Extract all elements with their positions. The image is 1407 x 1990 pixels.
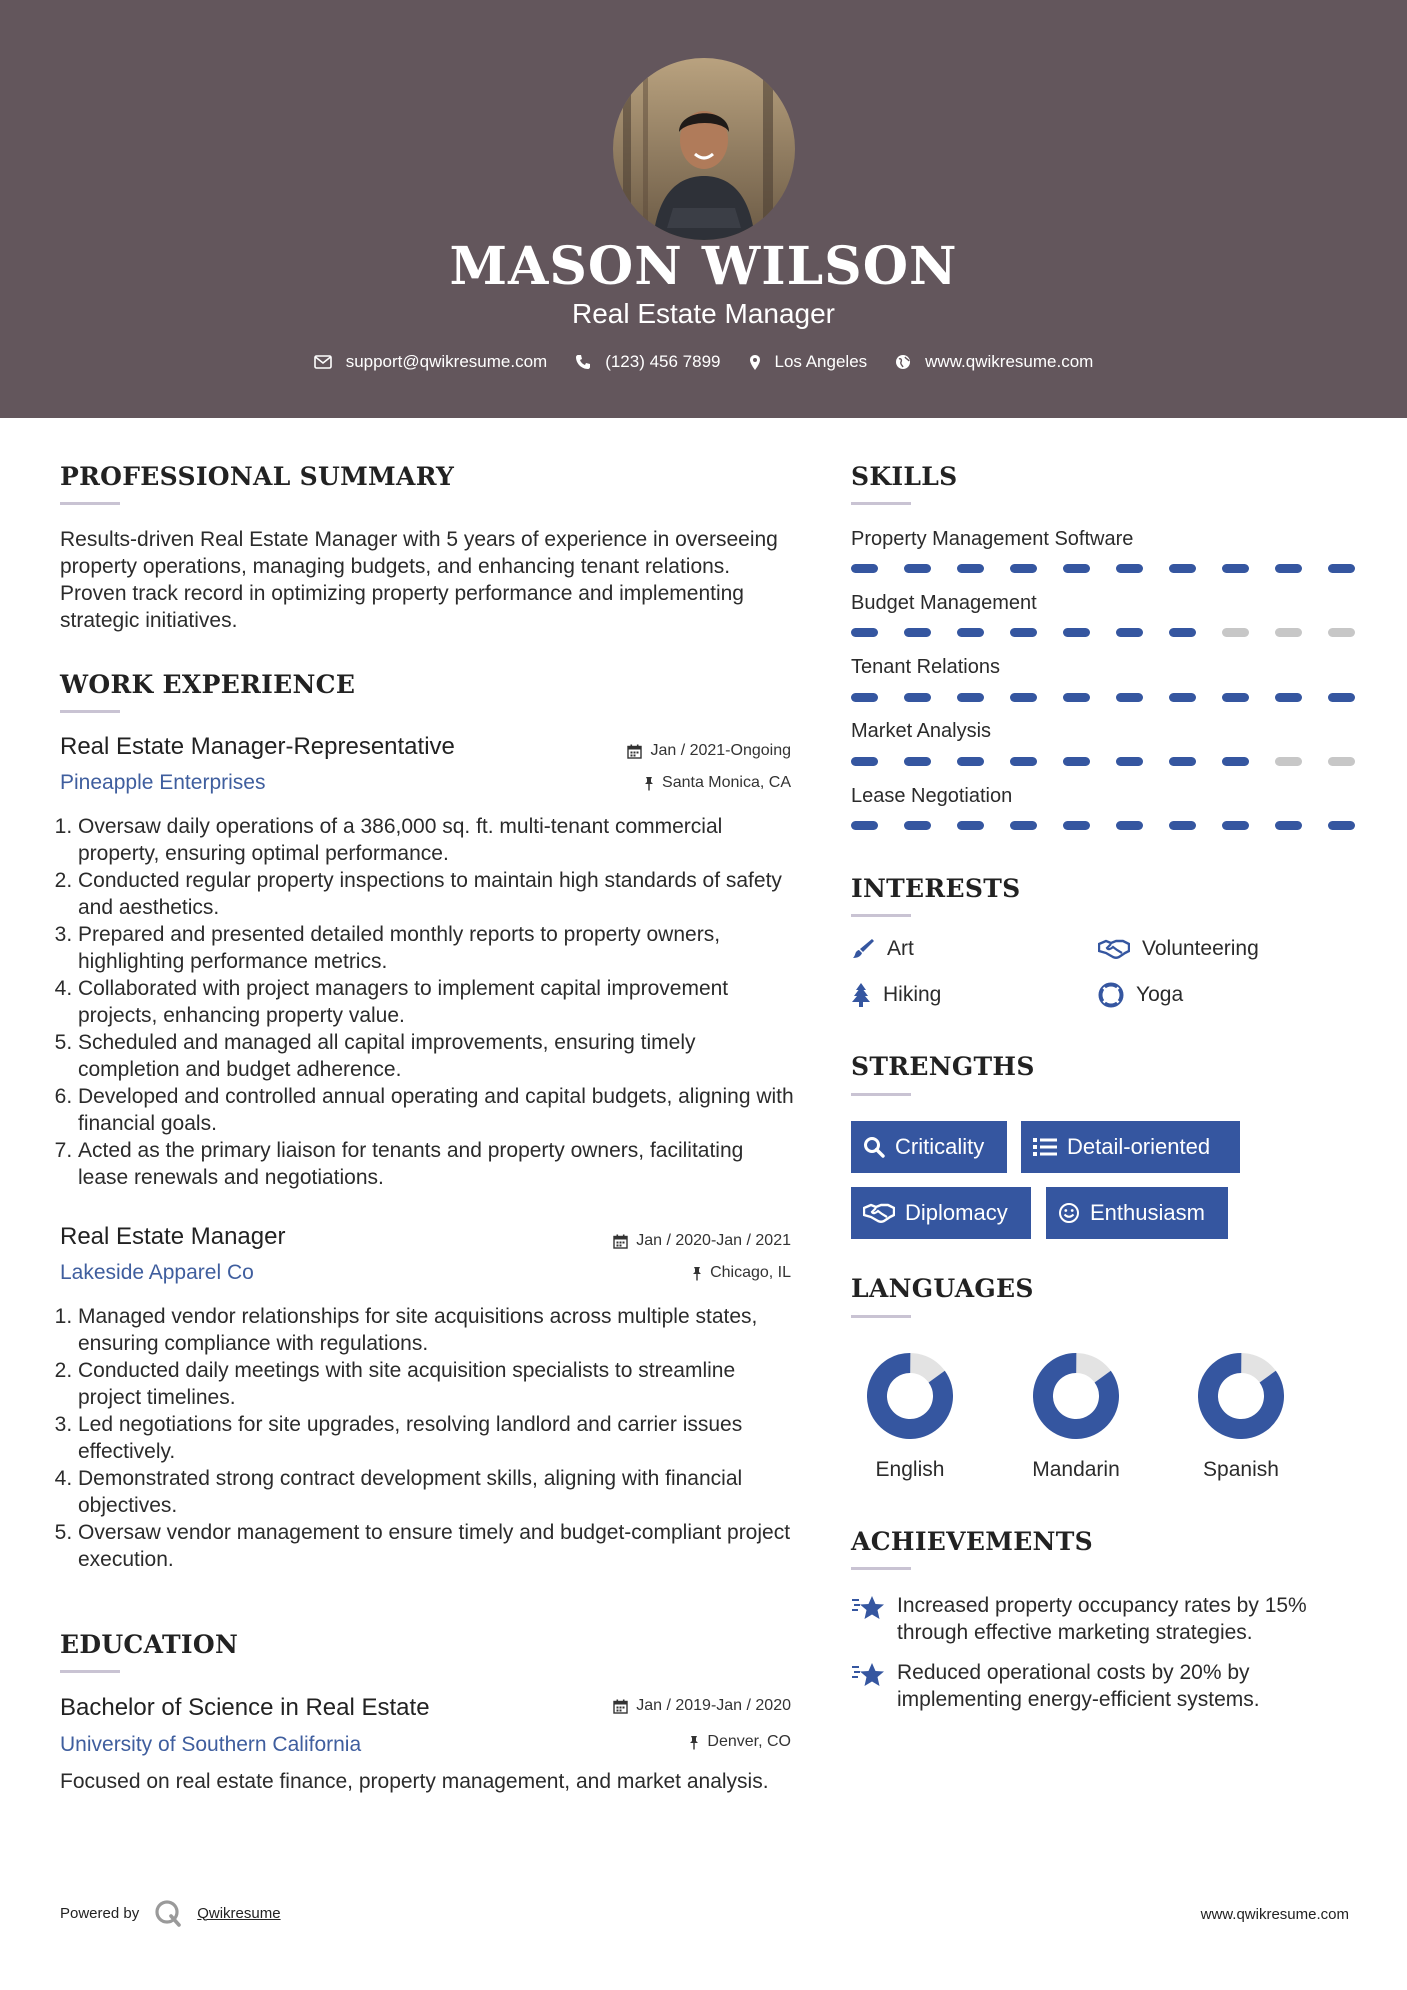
pushpin-icon	[644, 776, 654, 791]
skill-dot-filled	[904, 693, 931, 702]
experience-heading-rule	[60, 710, 120, 713]
skill-dot-filled	[957, 564, 984, 573]
skill-dot-filled	[957, 628, 984, 637]
achievement-item	[851, 1592, 1361, 1646]
skill-dot-filled	[1010, 821, 1037, 830]
experience-heading: WORK EXPERIENCE	[60, 670, 356, 699]
skill-dot-empty	[1222, 628, 1249, 637]
skill-dot-filled	[851, 757, 878, 766]
skill-dot-empty	[1328, 628, 1355, 637]
language-donut	[1033, 1353, 1119, 1439]
contact-email-text: support@qwikresume.com	[345, 352, 548, 371]
candidate-name: MASON WILSON	[449, 236, 958, 297]
skill-dot-filled	[904, 821, 931, 830]
skill-dot-filled	[1010, 693, 1037, 702]
job-2-location	[692, 1264, 791, 1282]
list-item: 5. Scheduled and managed all capital improvements, ensuring timely completion and budget adherence.	[78, 1029, 795, 1083]
skill-dot-filled	[1222, 693, 1249, 702]
handshake-icon	[1098, 938, 1130, 960]
interest-label: Volunteering	[1142, 937, 1259, 960]
list-item: 1. Managed vendor relationships for site acquisitions across multiple states, ensuring compliance with regulations.	[78, 1303, 795, 1357]
list-item: 4. Demonstrated strong contract development skills, aligning with financial objectives.	[78, 1465, 795, 1519]
calendar-icon	[613, 1234, 628, 1249]
skill-dot-filled	[957, 821, 984, 830]
tree-icon	[851, 982, 871, 1008]
interest-label: Art	[887, 937, 914, 960]
list-item: 5. Oversaw vendor management to ensure timely and budget-compliant project execution.	[78, 1519, 795, 1573]
skill-dot-filled	[1275, 821, 1302, 830]
footer-website[interactable]: www.qwikresume.com	[1200, 1906, 1349, 1923]
skill-dot-filled	[1010, 757, 1037, 766]
skills-heading: SKILLS	[851, 462, 958, 491]
job-1-dates	[627, 742, 791, 760]
skill-dot-filled	[1063, 628, 1090, 637]
achievement-text: Reduced operational costs by 20% by implementing energy-efficient systems.	[897, 1661, 1260, 1711]
skill-dot-filled	[1116, 693, 1143, 702]
strength-badge-enthusiasm	[1046, 1187, 1228, 1239]
skill-dot-filled	[1222, 564, 1249, 573]
star-icon	[851, 1594, 885, 1622]
brush-icon	[851, 937, 875, 961]
achievement-text: Increased property occupancy rates by 15% through effective marketing strategies.	[897, 1594, 1307, 1644]
skill-dot-filled	[904, 757, 931, 766]
contact-phone-text: (123) 456 7899	[605, 352, 721, 371]
skill-dot-filled	[1328, 821, 1355, 830]
job-2-responsibilities	[60, 1303, 795, 1573]
languages-heading: LANGUAGES	[851, 1274, 1034, 1303]
language-english	[845, 1353, 975, 1482]
education-description: Focused on real estate finance, property management, and market analysis.	[60, 1770, 769, 1793]
skill-name: Budget Management	[851, 592, 1037, 614]
language-donut	[1198, 1353, 1284, 1439]
interest-hiking	[851, 982, 941, 1008]
strength-label: Enthusiasm	[1090, 1200, 1205, 1225]
skill-dot-filled	[904, 564, 931, 573]
contact-phone[interactable]	[575, 352, 720, 372]
skill-dot-filled	[1328, 564, 1355, 573]
interest-volunteering	[1098, 937, 1259, 961]
education-dates-text: Jan / 2019-Jan / 2020	[636, 1697, 791, 1714]
skill-dot-filled	[851, 628, 878, 637]
skill-dot-filled	[1063, 564, 1090, 573]
skill-dot-filled	[1222, 821, 1249, 830]
language-spanish	[1176, 1353, 1306, 1482]
skill-dot-filled	[1169, 821, 1196, 830]
skill-dot-filled	[1063, 757, 1090, 766]
skill-dot-empty	[1328, 757, 1355, 766]
skill-dot-filled	[1116, 564, 1143, 573]
languages-heading-rule	[851, 1315, 911, 1318]
interest-yoga	[1098, 982, 1183, 1008]
skill-dot-filled	[1169, 693, 1196, 702]
interest-art	[851, 937, 914, 961]
interest-label: Yoga	[1136, 983, 1184, 1006]
strength-badge-diplomacy	[851, 1187, 1031, 1239]
phone-icon	[575, 354, 591, 370]
skill-dot-filled	[1169, 628, 1196, 637]
summary-heading-rule	[60, 502, 120, 505]
qwikresume-link[interactable]: Qwikresume	[197, 1904, 281, 1922]
strength-badge-detail-oriented	[1021, 1121, 1240, 1173]
summary-text: Results-driven Real Estate Manager with 5 years of experience in overseeing property operations, managing budgets, and enhancing tenant relations. Proven track record in optimizing property performance and implementing strategic initiatives.	[60, 528, 778, 632]
smile-icon	[1058, 1202, 1080, 1224]
education-heading: EDUCATION	[60, 1630, 239, 1659]
strength-label: Detail-oriented	[1067, 1134, 1211, 1159]
qwikresume-logo-icon	[153, 1898, 183, 1928]
skill-rating	[851, 628, 1355, 637]
skill-rating	[851, 757, 1355, 766]
contact-location-text: Los Angeles	[774, 352, 868, 371]
pushpin-icon	[689, 1735, 699, 1750]
education-degree: Bachelor of Science in Real Estate	[60, 1694, 430, 1721]
skill-rating	[851, 564, 1355, 573]
lifebuoy-icon	[1098, 982, 1124, 1008]
skill-dot-filled	[1169, 564, 1196, 573]
strengths-heading-rule	[851, 1093, 911, 1096]
skill-dot-filled	[1010, 628, 1037, 637]
map-pin-icon	[749, 354, 761, 371]
job-1-dates-text: Jan / 2021-Ongoing	[650, 742, 791, 759]
summary-heading: PROFESSIONAL SUMMARY	[60, 462, 455, 491]
search-icon	[863, 1136, 885, 1158]
job-2-location-text: Chicago, IL	[710, 1264, 791, 1281]
list-item: 3. Prepared and presented detailed monthly reports to property owners, highlighting performance metrics.	[78, 921, 795, 975]
skill-name: Tenant Relations	[851, 656, 1000, 678]
job-2-company[interactable]: Lakeside Apparel Co	[60, 1261, 254, 1284]
list-item: 3. Led negotiations for site upgrades, resolving landlord and carrier issues effectively.	[78, 1411, 795, 1465]
strength-badge-criticality	[851, 1121, 1007, 1173]
list-item: 7. Acted as the primary liaison for tenants and property owners, facilitating lease renewals and negotiations.	[78, 1137, 795, 1191]
envelope-icon	[314, 355, 332, 369]
list-item: 2. Conducted regular property inspections to maintain high standards of safety and aesthetics.	[78, 867, 795, 921]
interests-heading-rule	[851, 914, 911, 917]
skill-dot-filled	[851, 564, 878, 573]
achievement-item	[851, 1659, 1361, 1713]
skill-name: Lease Negotiation	[851, 785, 1013, 807]
education-dates	[613, 1697, 791, 1715]
language-mandarin	[1011, 1353, 1141, 1482]
handshake-icon	[863, 1202, 895, 1224]
skill-rating	[851, 821, 1355, 830]
skill-dot-filled	[1116, 757, 1143, 766]
education-location-text: Denver, CO	[707, 1733, 791, 1750]
skill-dot-filled	[1328, 693, 1355, 702]
interest-label: Hiking	[883, 983, 942, 1006]
job-1-title: Real Estate Manager-Representative	[60, 733, 455, 760]
contact-email[interactable]	[314, 352, 548, 372]
profile-photo-image	[613, 58, 795, 240]
list-item: 1. Oversaw daily operations of a 386,000 sq. ft. multi-tenant commercial property, ensuring optimal performance.	[78, 813, 795, 867]
contact-website[interactable]	[895, 352, 1093, 372]
skill-dot-filled	[1275, 693, 1302, 702]
list-item: 6. Developed and controlled annual operating and capital budgets, aligning with financial goals.	[78, 1083, 795, 1137]
skill-dot-filled	[1063, 693, 1090, 702]
skill-dot-filled	[1116, 628, 1143, 637]
job-2-dates-text: Jan / 2020-Jan / 2021	[636, 1232, 791, 1249]
language-label: English	[875, 1458, 945, 1481]
achievements-heading: ACHIEVEMENTS	[851, 1527, 1093, 1556]
skill-dot-filled	[851, 821, 878, 830]
contact-website-text: www.qwikresume.com	[925, 352, 1094, 371]
candidate-role: Real Estate Manager	[571, 298, 836, 329]
skill-dot-filled	[851, 693, 878, 702]
job-1-location-text: Santa Monica, CA	[662, 774, 791, 791]
skill-dot-empty	[1275, 628, 1302, 637]
interests-heading: INTERESTS	[851, 874, 1021, 903]
strengths-heading: STRENGTHS	[851, 1052, 1035, 1081]
job-1-responsibilities	[60, 813, 795, 1191]
contact-location	[749, 352, 868, 372]
job-2-dates	[613, 1232, 791, 1250]
strength-label: Criticality	[895, 1134, 985, 1159]
powered-by-label: Powered by	[60, 1904, 140, 1922]
list-item: 4. Collaborated with project managers to implement capital improvement projects, enhancing property value.	[78, 975, 795, 1029]
skill-dot-filled	[1116, 821, 1143, 830]
language-label: Mandarin	[1032, 1458, 1120, 1481]
job-1-location	[644, 774, 791, 792]
skill-dot-filled	[957, 757, 984, 766]
skill-dot-filled	[904, 628, 931, 637]
language-label: Spanish	[1203, 1458, 1279, 1481]
skill-name: Property Management Software	[851, 528, 1134, 550]
star-icon	[851, 1661, 885, 1689]
skill-rating	[851, 693, 1355, 702]
strength-label: Diplomacy	[905, 1200, 1008, 1225]
skill-dot-filled	[1169, 757, 1196, 766]
language-donut	[867, 1353, 953, 1439]
education-heading-rule	[60, 1670, 120, 1673]
education-location	[689, 1733, 791, 1751]
skills-heading-rule	[851, 502, 911, 505]
list-icon	[1033, 1137, 1057, 1157]
education-school[interactable]: University of Southern California	[60, 1733, 362, 1756]
globe-icon	[895, 354, 911, 370]
skill-dot-filled	[1063, 821, 1090, 830]
skill-dot-empty	[1275, 757, 1302, 766]
skill-dot-filled	[1010, 564, 1037, 573]
resume-header	[0, 0, 1407, 418]
skill-dot-filled	[957, 693, 984, 702]
calendar-icon	[613, 1699, 628, 1714]
footer-powered-by	[60, 1898, 281, 1928]
skill-dot-filled	[1275, 564, 1302, 573]
calendar-icon	[627, 744, 642, 759]
job-2-title: Real Estate Manager	[60, 1223, 286, 1250]
achievements-heading-rule	[851, 1567, 911, 1570]
job-1-company[interactable]: Pineapple Enterprises	[60, 771, 266, 794]
profile-photo	[613, 58, 795, 240]
skill-dot-filled	[1222, 757, 1249, 766]
list-item: 2. Conducted daily meetings with site acquisition specialists to streamline project timelines.	[78, 1357, 795, 1411]
skill-name: Market Analysis	[851, 720, 992, 742]
contact-bar	[0, 352, 1407, 372]
pushpin-icon	[692, 1266, 702, 1281]
